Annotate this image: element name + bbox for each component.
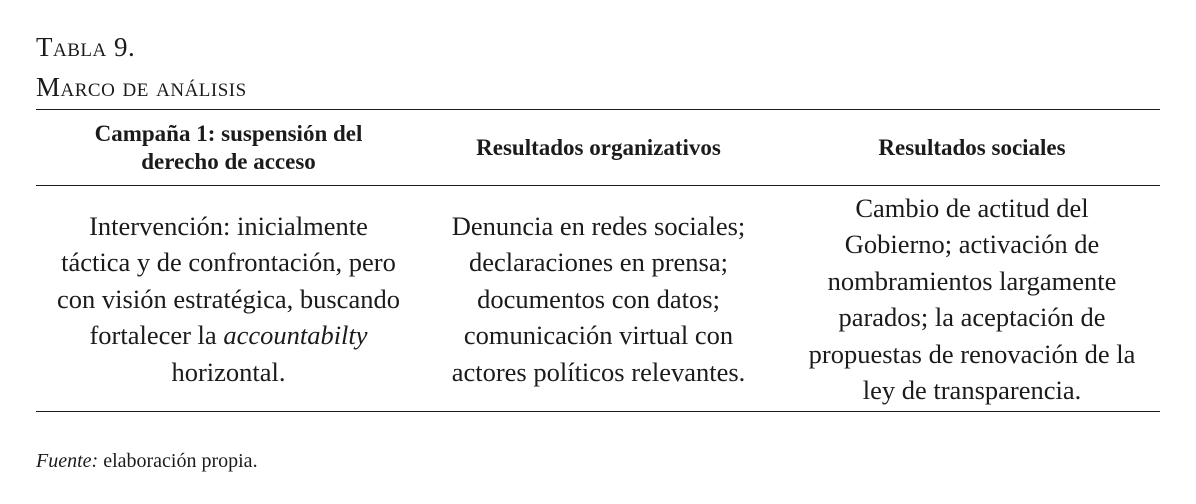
header-social-results [776, 111, 1168, 185]
header-campaign [36, 111, 421, 185]
cell-organizational-results-text: Denuncia en redes sociales; declaraciones en prensa; documentos con datos; comunicación virtual con actores políticos relevantes. [451, 210, 746, 387]
source-text: elaboración propia. [98, 450, 258, 472]
cell-social-results [776, 187, 1168, 411]
table-title: Marco de análisis [36, 72, 247, 102]
cell-intervention-italic-term: accountabilty [223, 320, 368, 351]
cell-intervention-text-before: Intervención: inicialmente táctica y de confrontación, pero con visión estratégica, buscando fortalecer la [57, 210, 400, 351]
cell-intervention-text [56, 208, 401, 391]
cell-intervention-text-after: horizontal. [171, 356, 286, 387]
table-label: Tabla 9. [36, 32, 136, 62]
table-bottom-rule [36, 411, 1160, 412]
cell-organizational-results [421, 187, 776, 411]
header-organizational-results-text: Resultados organizativos [476, 135, 721, 160]
header-social-results-text: Resultados sociales [878, 135, 1066, 160]
header-campaign-text: Campaña 1: suspensión del derecho de acceso [94, 121, 363, 174]
table-header-rule [36, 185, 1160, 186]
cell-social-results-text: Cambio de actitud del Gobierno; activación de nombramientos largamente parados; la aceptación de propuestas de renovación de la ley de transparencia. [808, 192, 1136, 405]
table-top-rule [36, 109, 1160, 110]
header-organizational-results [421, 111, 776, 185]
source-note [36, 448, 258, 474]
source-label: Fuente: [36, 450, 99, 472]
cell-intervention [36, 187, 421, 411]
